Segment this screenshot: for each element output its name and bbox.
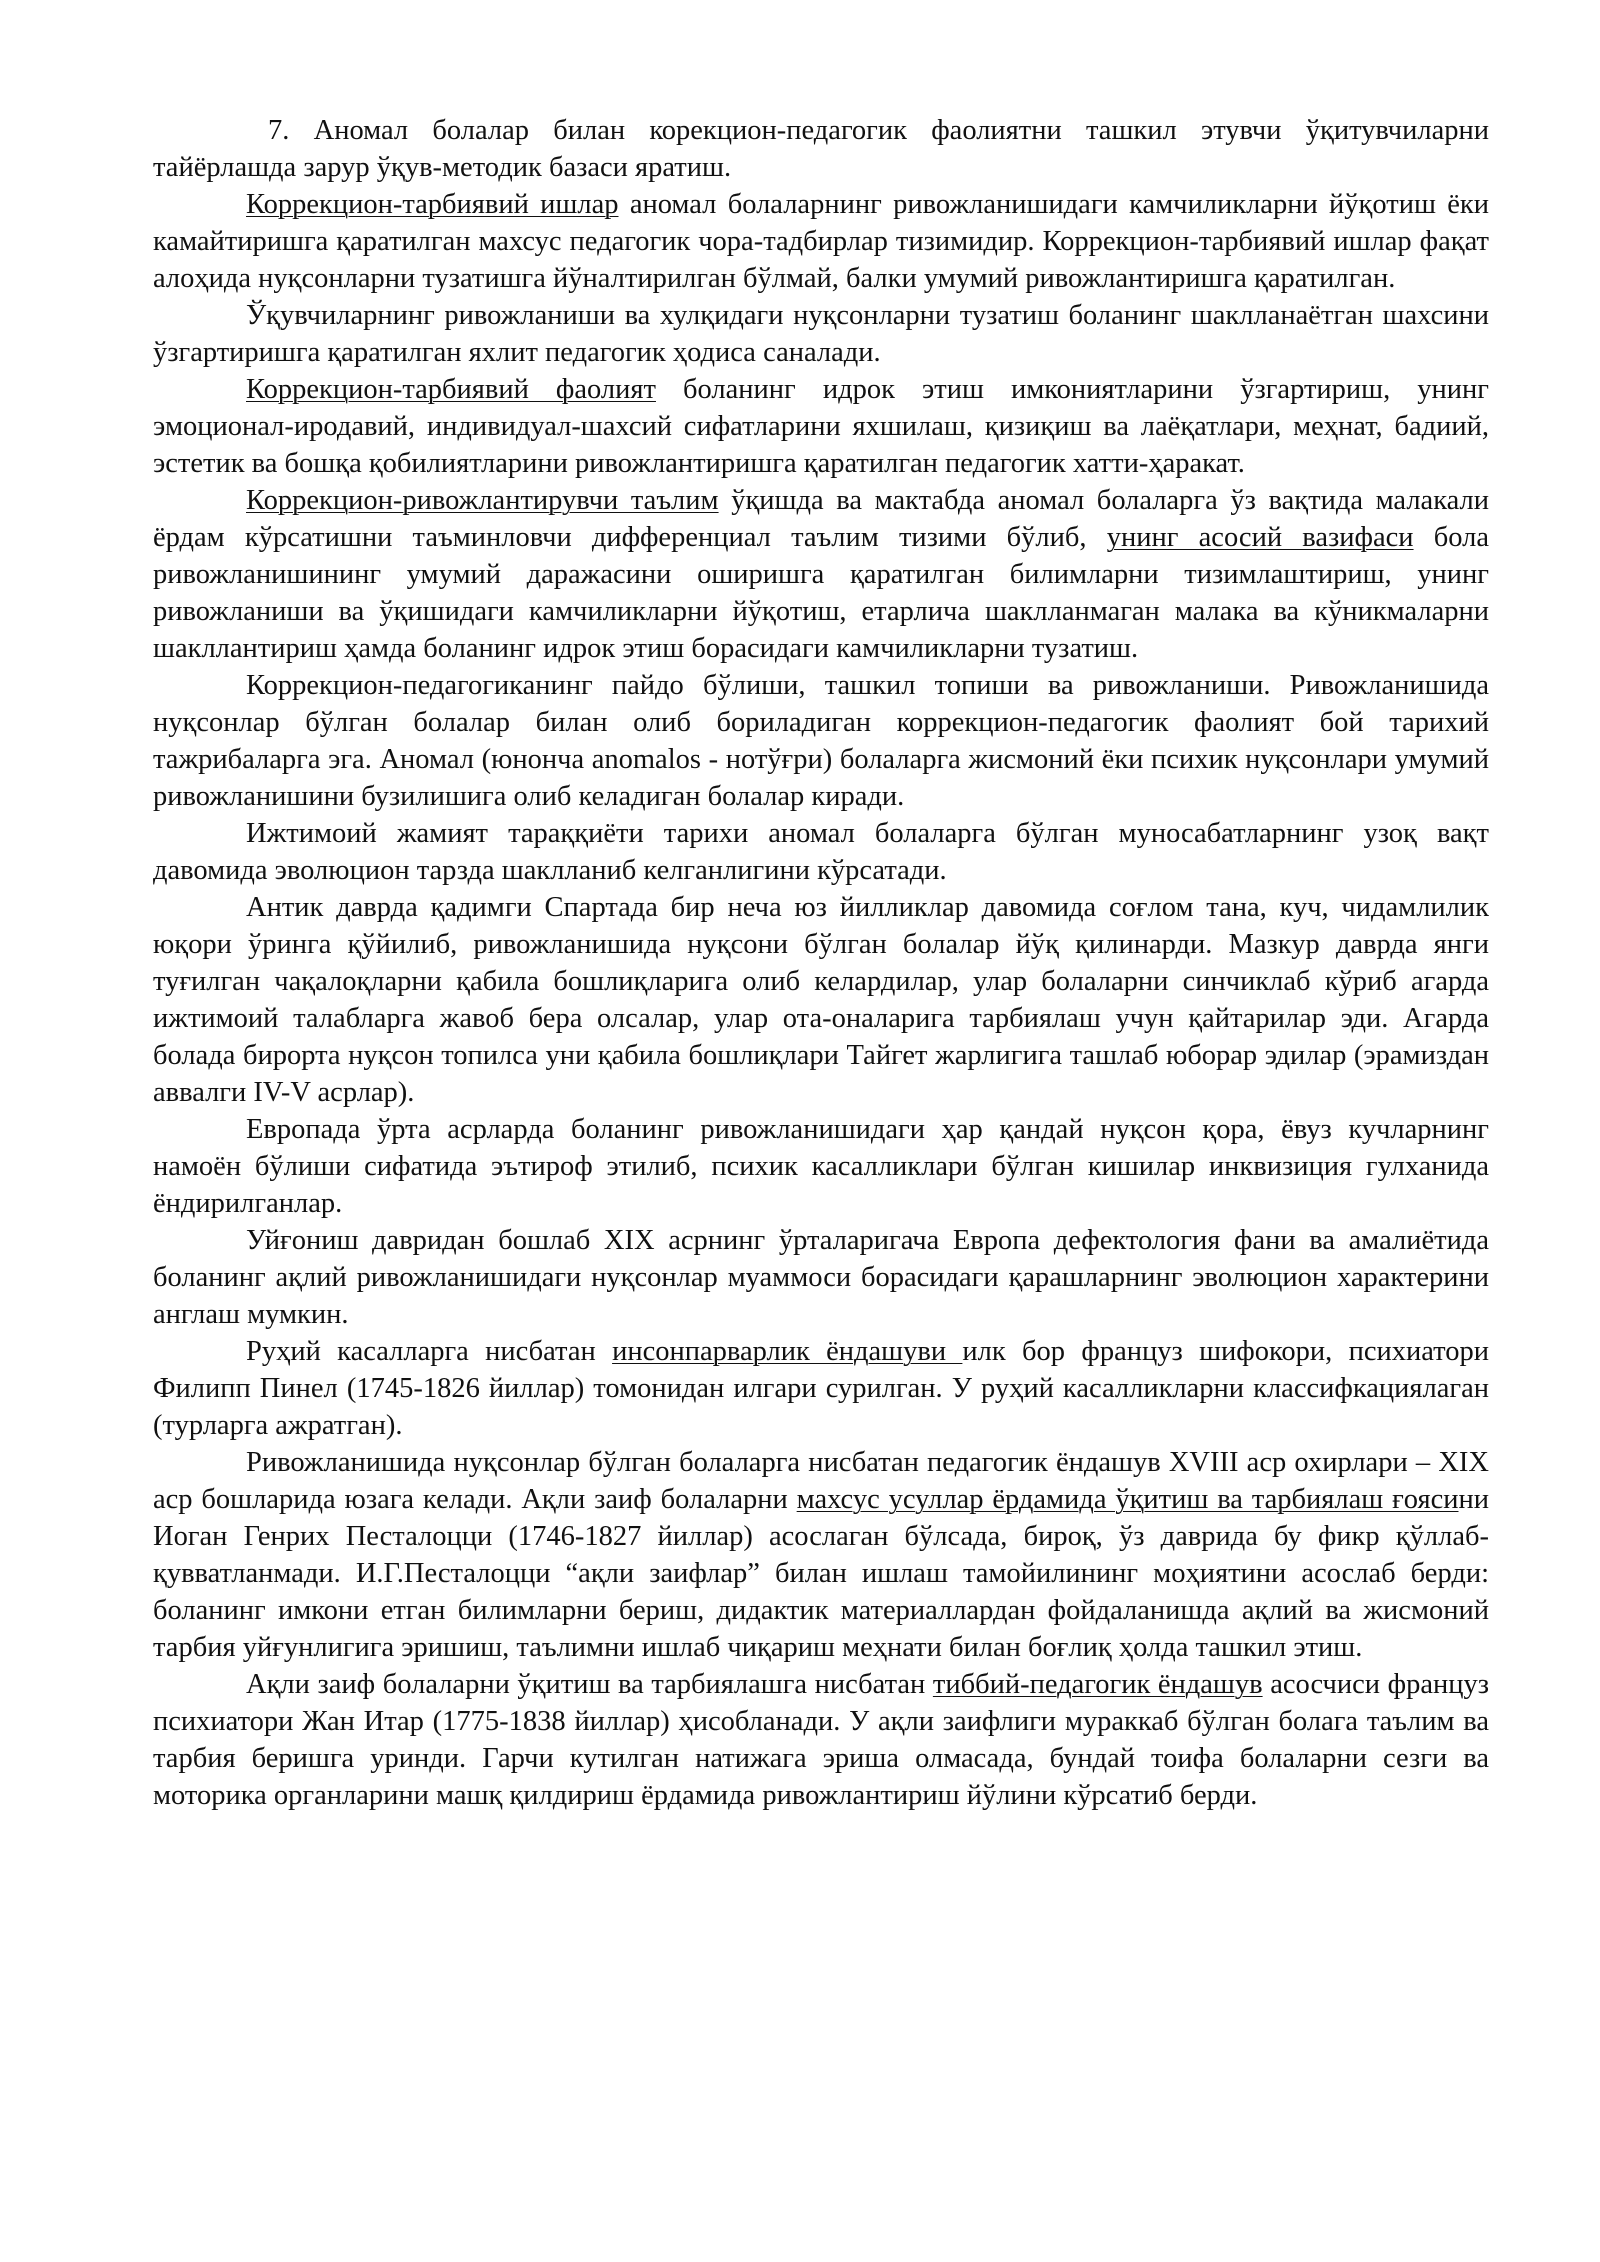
paragraph-text: Уйғониш давридан бошлаб XIX асрнинг ўрталаригача Европа дефектология фани ва амалиётида боланинг ақлий ривожланишидаги нуқсонлар муаммоси борасидаги қарашларнинг эволюцион характерини англаш мумкин. xyxy=(153,1225,1489,1330)
paragraph-text: Коррекцион-педагогиканинг пайдо бўлиши, ташкил топиши ва ривожланиши. Ривожланишида нуқсонлар бўлган болалар билан олиб бориладиган коррекцион-педагогик фаолият бой тарихий тажрибаларга эга. Аномал (юнонча anomalos - нотўғри) болаларга жисмоний ёки психик нуқсонлари умумий ривожланишини бузилишига олиб келадиган болалар киради. xyxy=(153,670,1489,812)
paragraph-text: аномал болаларнинг ривожланишидаги камчиликларни йўқотиш ёки камайтиришга қаратилган махсус педагогик чора-тадбирлар тизимидир. Коррекцион-тарбиявий ишлар фақат алоҳида нуқсонларни тузатишга йўналтирилган бўлмай, балки умумий ривожлантиришга қаратилган. xyxy=(153,189,1489,294)
paragraph-text: Ўқувчиларнинг ривожланиши ва хулқидаги нуқсонларни тузатиш боланинг шаклланаётган шахсини ўзгартиришга қаратилган яхлит педагогик ҳодиса саналади. xyxy=(153,300,1489,368)
paragraph-antiquity-sparta xyxy=(153,889,1489,1111)
paragraph-text: Руҳий касалларга нисбатан xyxy=(246,1336,613,1367)
paragraph-text: Ривожланишида нуқсонлар бўлган болаларга нисбатан педагогик ёндашув XVIII аср охирлари – XIX аср бошларида юзага келади. Ақли заиф болаларни xyxy=(153,1447,1489,1515)
paragraph-correction-education xyxy=(153,482,1489,667)
paragraph-correction-work xyxy=(153,186,1489,297)
paragraph-text: 7. Аномал болалар билан корекцион-педагогик фаолиятни ташкил этувчи ўқитувчиларни тайёрлашда зарур ўқув-методик базаси яратиш. xyxy=(153,115,1489,183)
paragraph-text: боланинг идрок этиш имкониятларини ўзгартириш, унинг эмоционал-иродавий, индивидуал-шахсий сифатларини яхшилаш, қизиқиш ва лаёқатлари, меҳнат, бадиий, эстетик ва бошқа қобилиятларини ривожлантиришга қаратилган педагогик хатти-ҳаракат. xyxy=(153,374,1489,479)
paragraph-pestalozzi xyxy=(153,1444,1489,1666)
paragraph-society-progress xyxy=(153,815,1489,889)
paragraph-history-origin xyxy=(153,667,1489,815)
paragraph-item-7 xyxy=(153,112,1489,186)
underlined-term: Коррекцион-ривожлантирувчи таълим xyxy=(246,485,719,516)
document-page xyxy=(153,112,1489,1814)
paragraph-text: илк бор француз шифокори, психиатори Филипп Пинел (1745-1826 йиллар) томонидан илгари сурилган. У руҳий касалликларни классифкациялаган (турларга ажратган). xyxy=(153,1336,1489,1441)
paragraph-middle-ages xyxy=(153,1111,1489,1222)
paragraph-text: Европада ўрта асрларда боланинг ривожланишидаги ҳар қандай нуқсон қора, ёвуз кучларнинг намоён бўлиши сифатида эътироф этилиб, психик касалликлари бўлган кишилар инквизиция гулханида ёндирилганлар. xyxy=(153,1114,1489,1219)
underlined-term: Коррекцион-тарбиявий фаолият xyxy=(246,374,656,405)
paragraph-correction-activity xyxy=(153,371,1489,482)
underlined-term: тиббий-педагогик ёндашув xyxy=(932,1669,1263,1700)
paragraph-itard xyxy=(153,1666,1489,1814)
underlined-term: Коррекцион-тарбиявий ишлар xyxy=(246,189,619,220)
paragraph-text: бола ривожланишининг умумий даражасини оширишга қаратилган билимларни тизимлаштириш, унинг ривожланиши ва ўқишидаги камчиликларни йўқотиш, етарлича шаклланмаган малака ва кўникмаларни шакллантириш ҳамда боланинг идрок этиш борасидаги камчиликларни тузатиш. xyxy=(153,522,1490,664)
paragraph-text: асосчиси француз психиатори Жан Итар (1775-1838 йиллар) ҳисобланади. У ақли заифлиги мураккаб бўлган болага таълим ва тарбия беришга уринди. Гарчи кутилган натижага эриша олмасада, бундай тоифа болаларни сезги ва моторика органларини машқ қилдириш ёрдамида ривожлантириш йўлини кўрсатиб берди. xyxy=(153,1669,1489,1811)
paragraph-renaissance xyxy=(153,1222,1489,1333)
paragraph-text: Ақли заиф болаларни ўқитиш ва тарбиялашга нисбатан xyxy=(246,1669,933,1700)
paragraph-text: ўқишда ва мактабда аномал болаларга ўз вақтида малакали ёрдам кўрсатишни таъминловчи дифференциал таълим тизими бўлиб, xyxy=(153,485,1489,553)
paragraph-text: ни Иоган Генрих Песталоцци (1746-1827 йиллар) асослаган бўлсада, бироқ, ўз даврида бу фикр қўллаб-қувватланмади. И.Г.Песталоцци “ақли заифлар” билан ишлаш тамойилининг моҳиятини асослаб берди: боланинг имкони етган билимларни бериш, дидактик материаллардан фойдаланишда ақлий ва жисмоний тарбия уйғунлигига эришиш, таълимни ишлаб чиқариш меҳнати билан боғлиқ ҳолда ташкил этиш. xyxy=(153,1484,1490,1663)
underlined-term: махсус усуллар ёрдамида ўқитиш ва тарбиялаш ғояси xyxy=(796,1484,1459,1515)
paragraph-text: Ижтимоий жамият тараққиёти тарихи аномал болаларга бўлган муносабатларнинг узоқ вақт давомида эволюцион тарзда шаклланиб келганлигини кўрсатади. xyxy=(153,818,1489,886)
underlined-term: унинг асосий вазифаси xyxy=(1106,522,1414,553)
underlined-term: инсонпарварлик ёндашуви xyxy=(612,1336,963,1367)
paragraph-text: Антик даврда қадимги Спартада бир неча юз йилликлар давомида соғлом тана, куч, чидамлилик юқори ўринга қўйилиб, ривожланишида нуқсони бўлган болалар йўқ қилинарди. Мазкур даврда янги туғилган чақалоқларни қабила бошлиқларига олиб келардилар, улар болаларни синчиклаб кўриб агарда ижтимоий талабларга жавоб бера олсалар, улар ота-оналарига тарбиялаш учун қайтарилар эди. Агарда болада бирорта нуқсон топилса уни қабила бошлиқлари Тайгет жарлигига ташлаб юборар эдилар (эрамиздан аввалги IV-V асрлар). xyxy=(153,892,1489,1108)
paragraph-students-development xyxy=(153,297,1489,371)
paragraph-pinel xyxy=(153,1333,1489,1444)
